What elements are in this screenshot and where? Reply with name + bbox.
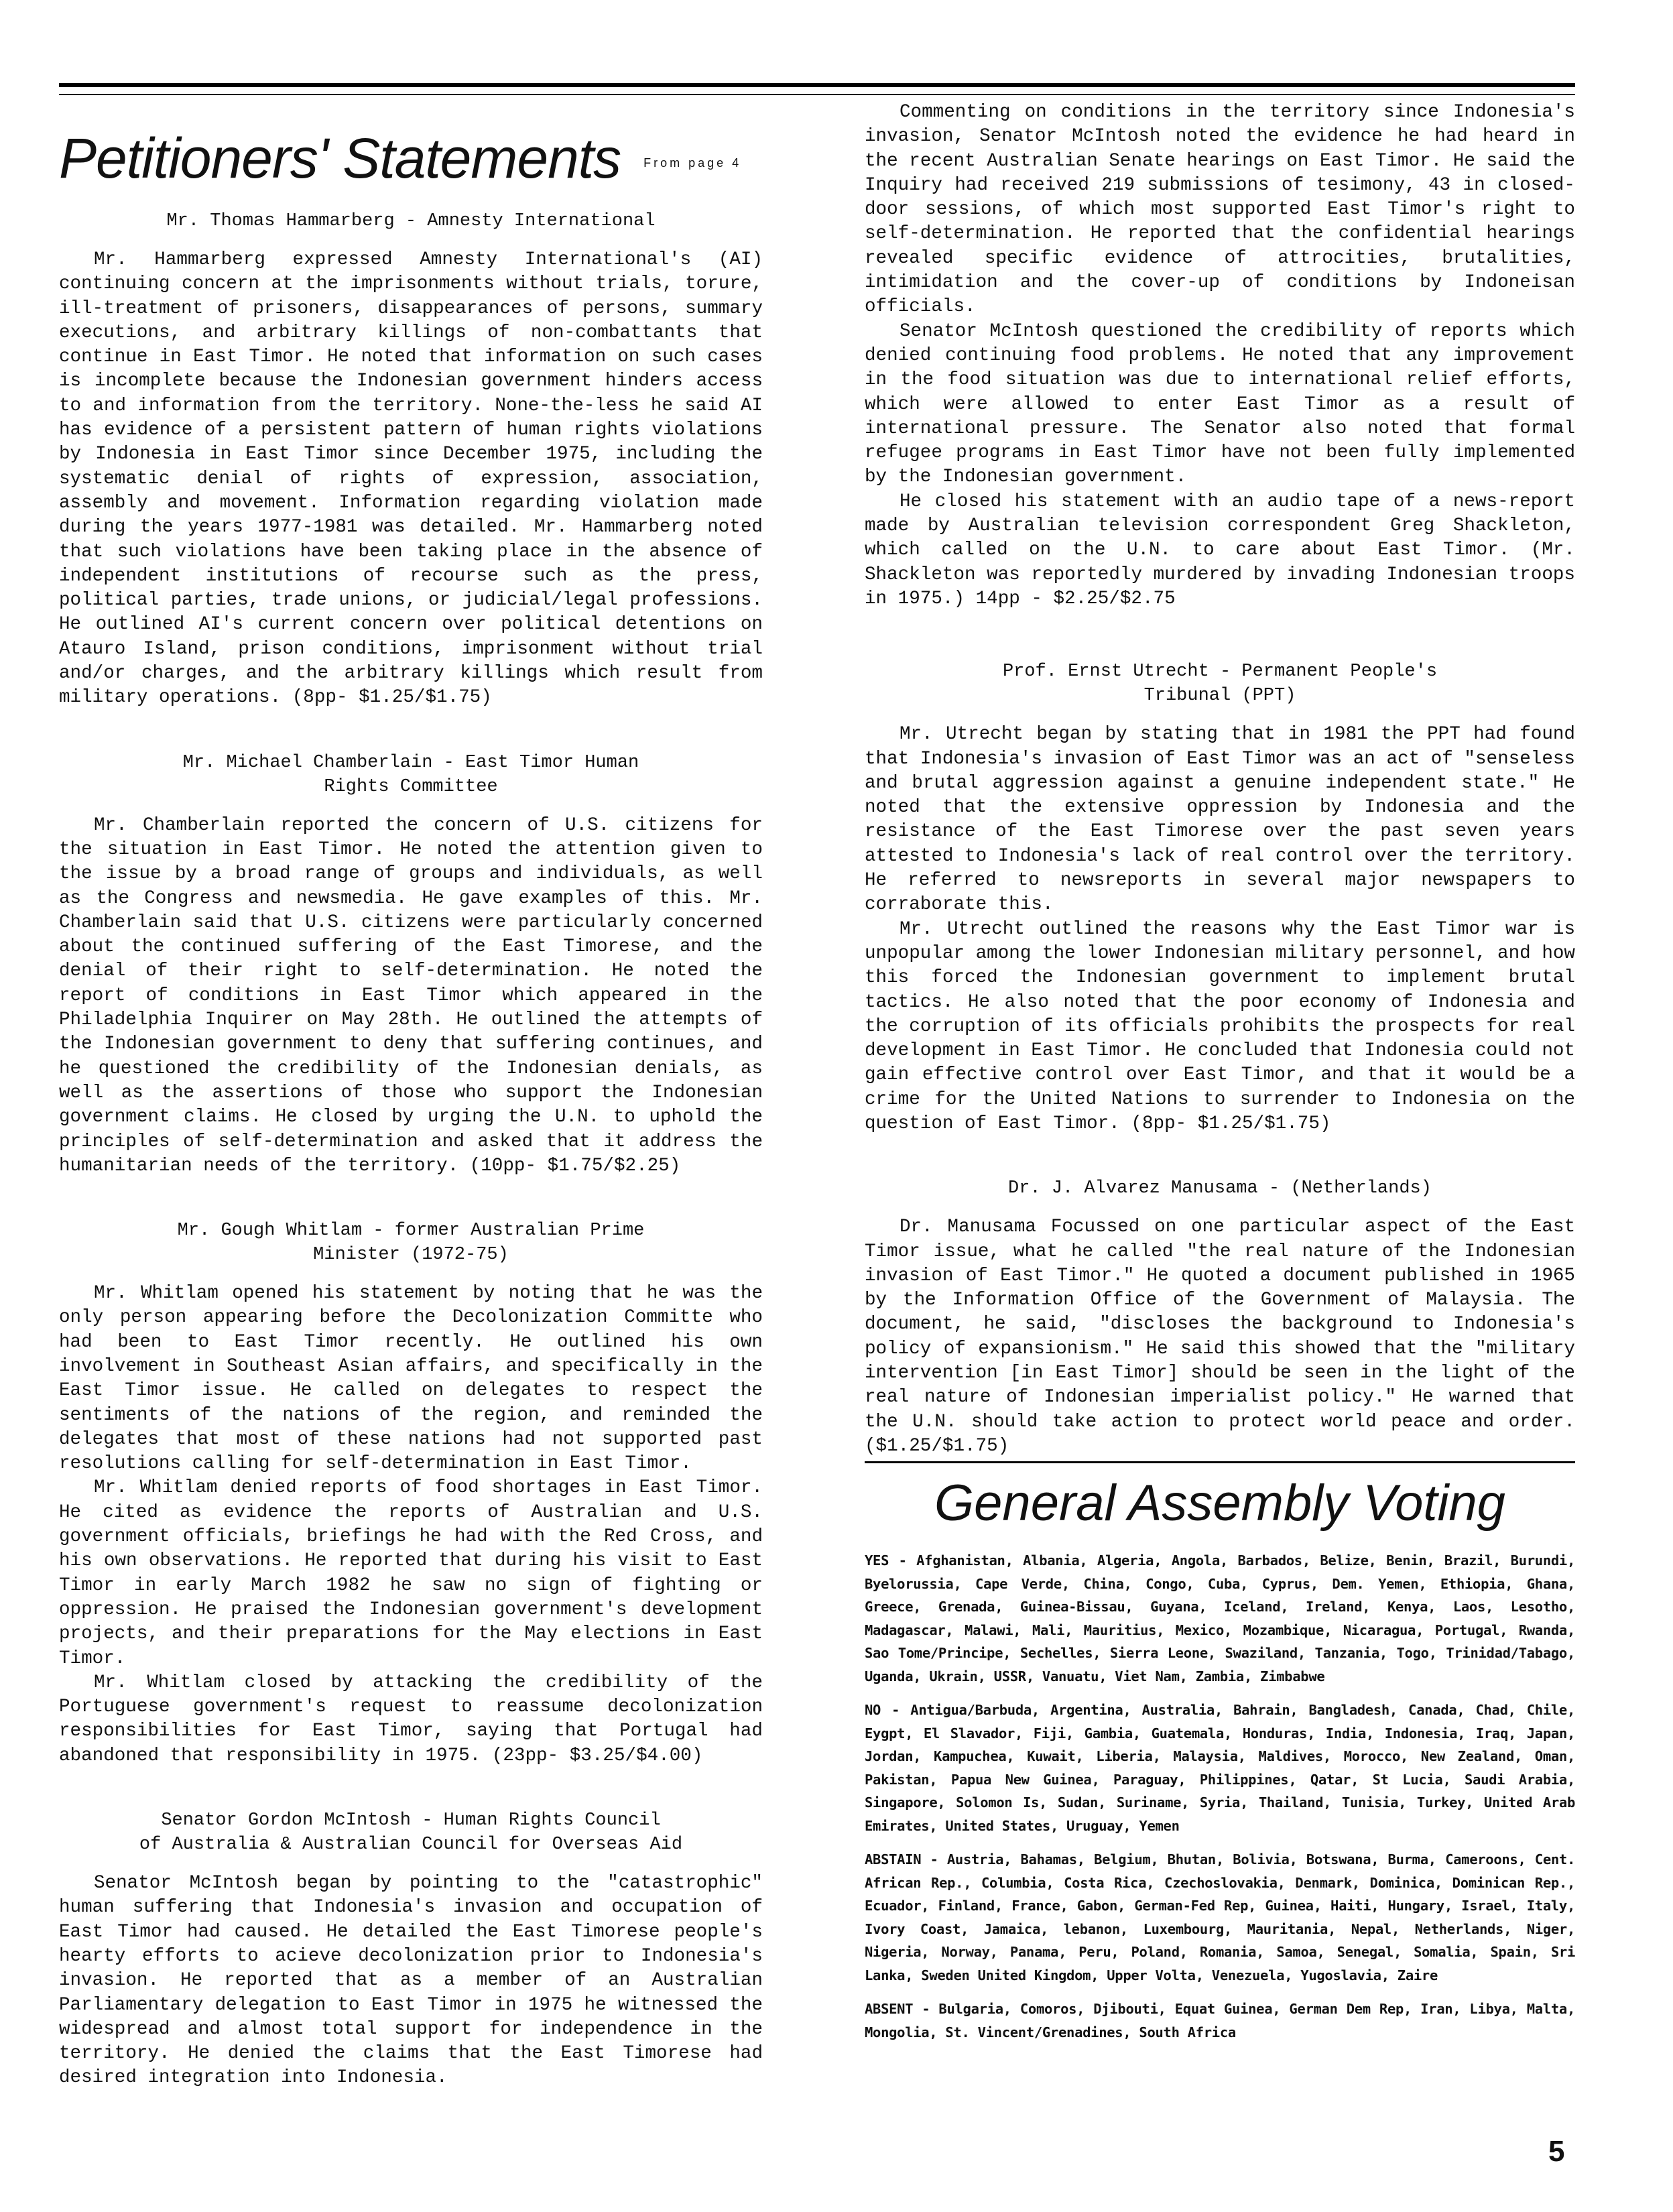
mcintosh-cont-paragraph-1: Commenting on conditions in the territory since Indonesia's invasion, Senator McIntosh noted the evidence he had heard in the recent Australian Senate hearings on East Timor. He said the Inquiry had received 219 submissions of tesimony, 43 in closed-door sessions, of which most supported East Timor's right to self-determination. He reported that the confidential hearings revealed specific evidence of attrocities, brutalities, intimidation and the cover-up of conditions by Indoneisan officials. [865, 102, 1575, 318]
chamberlain-paragraph-1: Mr. Chamberlain reported the concern of U.S. citizens for the situation in East Timor. He noted the attention given to the issue by a broad range of groups and individuals, as well as the Congress and newsmedia. He gave examples of this. Mr. Chamberlain said that U.S. citizens were particularly concerned about the continued suffering of the East Timorese, and the denial of their right to self-determination. He noted the report of conditions in East Timor which appeared in the Philadelphia Inquirer on May 28th. He outlined the attempts of the Indonesian government to deny that suffering continues, and he questioned the credibility of the Indonesian denials, as well as the assertions of those who support the Indonesian government claims. He closed by urging the U.N. to uphold the principles of self-determination and asked that it address the humanitarian needs of the territory. (10pp- $1.75/$2.25) [59, 814, 763, 1176]
utrecht-heading [865, 660, 1575, 708]
whitlam-paragraph-1: Mr. Whitlam opened his statement by noting that he was the only person appearing before the Decolonization Committe who had been to East Timor recently. He outlined his own involvement in Southeast Asian affairs, and specifically in the East Timor issue. He called on delegates to respect the sentiments of the nations of the region, and reminded the delegates that most of these nations had not supported past resolutions calling for self-determination in East Timor. [59, 1283, 763, 1475]
mcintosh-cont-paragraph-3: He closed his statement with an audio tape of a news-report made by Australian television correspondent Greg Shackleton, which called on the U.N. to care about East Timor. (Mr. Shackleton was reportedly murdered by invading Indonesian troops in 1975.) 14pp - $2.25/$2.75 [865, 491, 1575, 609]
whitlam-heading [59, 1219, 763, 1267]
chamberlain-heading-line-2: Rights Committee [324, 776, 498, 797]
spacer [865, 1136, 1575, 1176]
top-rule-thin [59, 94, 1575, 95]
utrecht-heading-line-1: Prof. Ernst Utrecht - Permanent People's [1002, 662, 1438, 682]
utrecht-paragraph-2: Mr. Utrecht outlined the reasons why the East Timor war is unpopular among the lower Indonesian military personnel, and how this forced the Indonesian government to implement brutal tactics. He also noted that the poor economy of Indonesia and the corruption of its officials prohibits the prospects for real development in East Timor. He concluded that Indonesia could not gain effective control over East Timor, and that it would be a crime for the United Nations to surrender to Indonesia on the question of East Timor. (8pp- $1.25/$1.75) [865, 918, 1575, 1134]
top-rule-thick [59, 83, 1575, 87]
section-divider [865, 1461, 1575, 1463]
vote-yes-list: YES - Afghanistan, Albania, Algeria, Angola, Barbados, Belize, Benin, Brazil, Burundi, Byelorussia, Cape Verde, China, Congo, Cuba, Cyprus, Dem. Yemen, Ethiopia, Ghana, Greece, Grenada, Guinea-Bissau, Guyana, Iceland, Ireland, Kenya, Laos, Lesotho, Madagascar, Malawi, Mali, Mauritius, Mexico, Mozambique, Nicaragua, Portugal, Rwanda, Sao Tome/Principe, Sechelles, Sierra Leone, Swaziland, Tanzania, Togo, Trinidad/Tabago, Uganda, Ukrain, USSR, Vanuatu, Viet Nam, Zambia, Zimbabwe [865, 1552, 1575, 1684]
mcintosh-paragraph-1: Senator McIntosh began by pointing to the "catastrophic" human suffering that Indonesia's invasion and occupation of East Timor had caused. He detailed the East Timorese people's hearty efforts to acieve decolonization prior to Indonesia's invasion. He reported that as a member of an Australian Parliamentary delegation to East Timor in 1975 he witnessed the widespread and almost total support for independence in the territory. He denied the claims that the East Timorese had desired integration into Indonesia. [59, 1873, 763, 2089]
hammarberg-heading: Mr. Thomas Hammarberg - Amnesty International [166, 211, 656, 231]
page-title-text: Petitioners' Statements [59, 127, 621, 190]
manusama-heading: Dr. J. Alvarez Manusama - (Netherlands) [1008, 1178, 1432, 1199]
left-column [59, 101, 763, 2091]
page-number: 5 [1548, 2135, 1565, 2168]
page-title [59, 127, 763, 190]
voting-title: General Assembly Voting [934, 1475, 1505, 1532]
right-column [865, 101, 1575, 2054]
whitlam-heading-line-2: Minister (1972-75) [313, 1245, 509, 1266]
utrecht-heading-line-2: Tribunal (PPT) [1143, 686, 1296, 706]
utrecht-paragraph-1: Mr. Utrecht began by stating that in 1981 the PPT had found that Indonesia's invasion of East Timor was an act of "senseless and brutal aggression against a genuine independent state." He noted that the extensive oppression by Indonesia and the resistance of the East Timorese over the past seven years attested to Indonesia's lack of real control over the territory. He referred to newsreports in several major newspapers to corraborate this. [865, 724, 1575, 916]
manusama-paragraph-1: Dr. Manusama Focussed on one particular aspect of the East Timor issue, what he called "the real nature of the Indonesian invasion of East Timor." He quoted a document published in 1965 by the Information Office of the Government of Malaysia. The document, he said, "discloses the background to Indonesia's policy of expansionism." He said this showed that the "military intervention [in East Timor] should be seen in the light of the real nature of Indonesian imperialist policy." He warned that the U.N. should take action to protect world peace and order. ($1.25/$1.75) [865, 1217, 1575, 1457]
mcintosh-heading [59, 1808, 763, 1857]
mcintosh-heading-line-2: of Australia & Australian Council for Overseas Aid [139, 1835, 683, 1855]
spacer [59, 1178, 763, 1219]
vote-absent-list: ABSENT - Bulgaria, Comoros, Djibouti, Equat Guinea, German Dem Rep, Iran, Libya, Malta, Mongolia, St. Vincent/Grenadines, South Africa [865, 2001, 1575, 2040]
chamberlain-heading [59, 751, 763, 799]
from-page-label: From page 4 [643, 156, 742, 170]
whitlam-paragraph-2: Mr. Whitlam denied reports of food shortages in East Timor. He cited as evidence the reports of Australian and U.S. government officials, briefings he had with the Red Cross, and his own observations. He reported that during his visit to East Timor in early March 1982 he saw no sign of fighting or oppression. He praised the Indonesian government's development projects, and their preparations for the May elections in East Timor. [59, 1477, 763, 1669]
vote-no-list: NO - Antigua/Barbuda, Argentina, Australia, Bahrain, Bangladesh, Canada, Chad, Chile, Eygpt, El Slavador, Fiji, Gambia, Guatemala, Honduras, India, Indonesia, Iraq, Japan, Jordan, Kampuchea, Kuwait, Liberia, Malaysia, Maldives, Morocco, New Zealand, Oman, Pakistan, Papua New Guinea, Paraguay, Philippines, Qatar, St Lucia, Saudi Arabia, Singapore, Solomon Is, Sudan, Suriname, Syria, Thailand, Tunisia, Turkey, United Arab Emirates, United States, Uruguay, Yemen [865, 1702, 1575, 1834]
whitlam-heading-line-1: Mr. Gough Whitlam - former Australian Prime [177, 1221, 645, 1241]
spacer [865, 611, 1575, 660]
hammarberg-paragraph-1: Mr. Hammarberg expressed Amnesty International's (AI) continuing concern at the imprisonments without trials, torure, ill-treatment of prisoners, disappearances of persons, summary executions, and arbitrary killings of non-combattants that continue in East Timor. He noted that information on such cases is incomplete because the Indonesian government hinders access to and information from the territory. None-the-less he said AI has evidence of a persistent pattern of human rights violations by Indonesia in East Timor since December 1975, including the systematic denial of rights of expression, association, assembly and movement. Information regarding violation made during the years 1977-1981 was detailed. Mr. Hammarberg noted that such violations have been taking place in the absence of independent institutions of recourse such as the press, political parties, trade unions, or judicial/legal professions. He outlined AI's current concern over political detentions on Atauro Island, prison conditions, imprisonment without trial and/or charges, and the arbitrary killings which result from military operations. (8pp- $1.25/$1.75) [59, 249, 763, 709]
mcintosh-heading-line-1: Senator Gordon McIntosh - Human Rights Council [161, 1810, 661, 1831]
vote-abstain-list: ABSTAIN - Austria, Bahamas, Belgium, Bhutan, Bolivia, Botswana, Burma, Cameroons, Cent. African Rep., Columbia, Costa Rica, Czechoslovakia, Denmark, Dominica, Dominican Rep., Ecuador, Finland, France, Gabon, German-Fed Rep, Guinea, Haiti, Hungary, Israel, Italy, Ivory Coast, Jamaica, lebanon, Luxembourg, Mauritania, Nepal, Netherlands, Niger, Nigeria, Norway, Panama, Peru, Poland, Romania, Samoa, Senegal, Somalia, Spain, Sri Lanka, Sweden United Kingdom, Upper Volta, Venezuela, Yugoslavia, Zaire [865, 1851, 1575, 1983]
mcintosh-cont-paragraph-2: Senator McIntosh questioned the credibility of reports which denied continuing food problems. He noted that any improvement in the food situation was due to international relief efforts, which were allowed to enter East Timor as a result of international pressure. The Senator also noted that formal refugee programs in East Timor have not been fully implemented by the Indonesian government. [865, 320, 1575, 488]
spacer [59, 1768, 763, 1808]
whitlam-paragraph-3: Mr. Whitlam closed by attacking the credibility of the Portuguese government's request to reassume decolonization responsibilities for East Timor, saying that Portugal had abandoned that responsibility in 1975. (23pp- $3.25/$4.00) [59, 1672, 763, 1766]
spacer [59, 711, 763, 751]
chamberlain-heading-line-1: Mr. Michael Chamberlain - East Timor Human [182, 752, 639, 773]
